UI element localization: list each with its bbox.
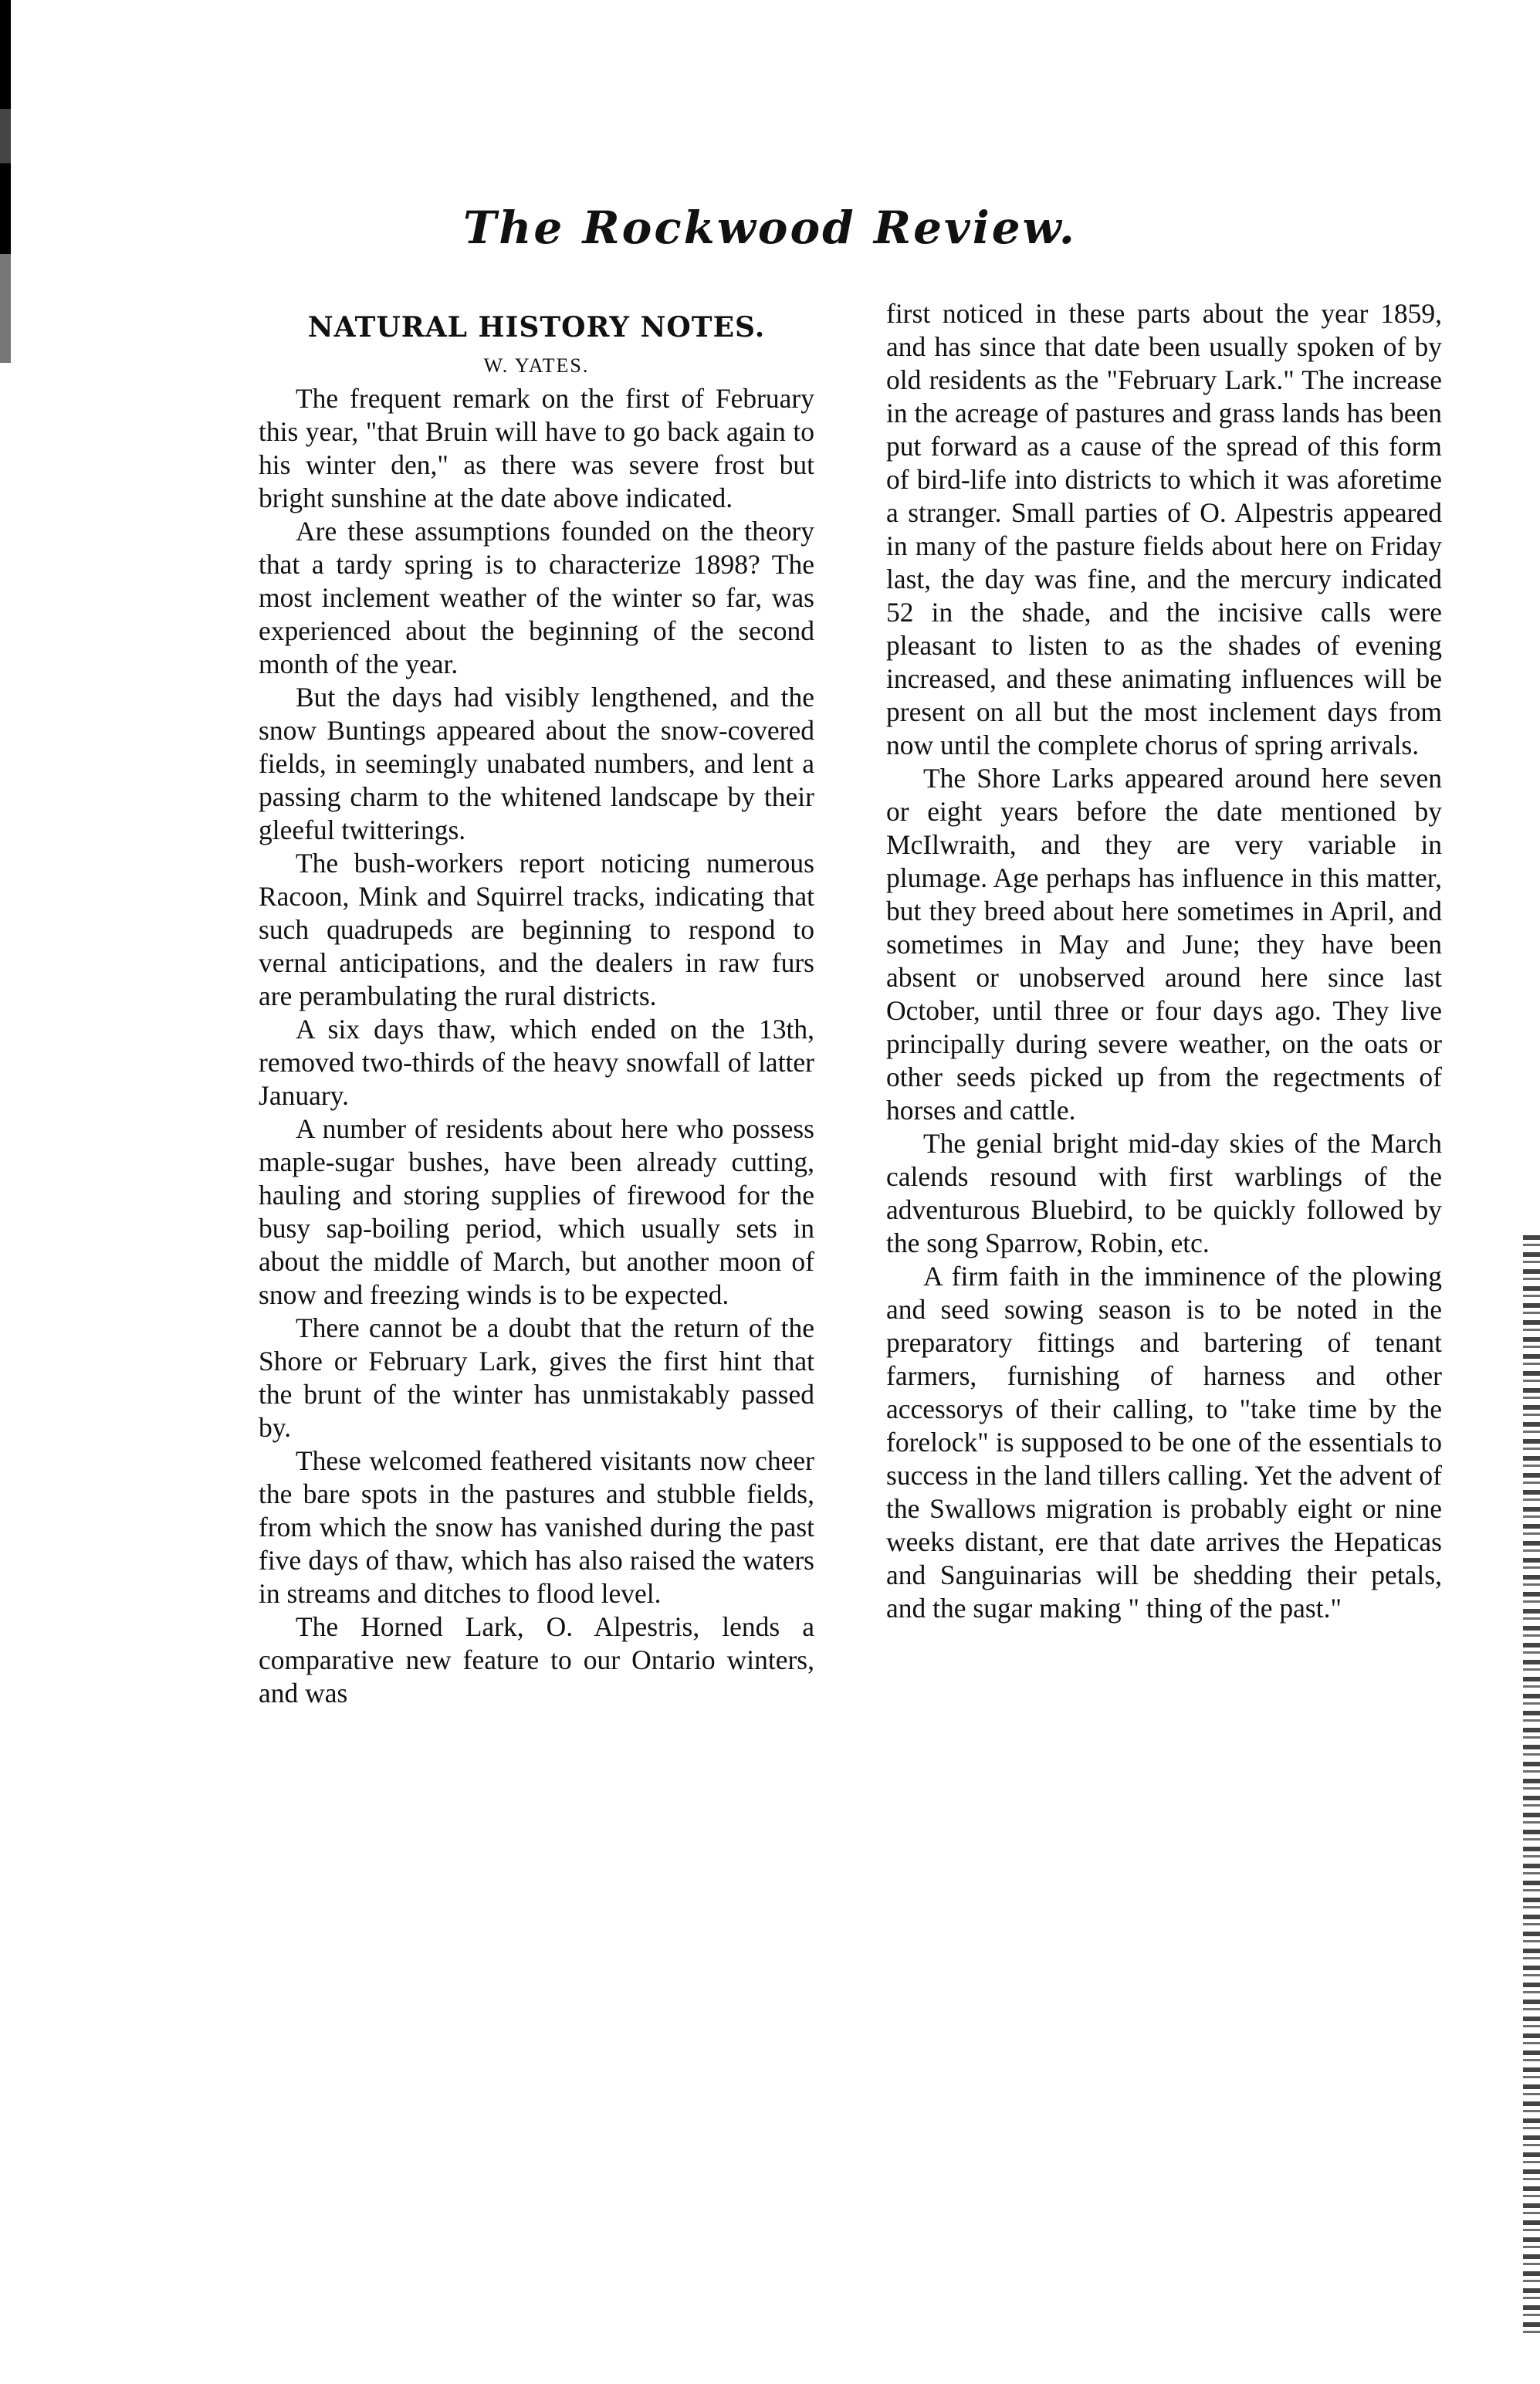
paragraph: The genial bright mid-day skies of the March calends resound with first warblings of the adventurous Bluebird, to be quickly followed by the song Sparrow, Robin, etc. bbox=[886, 1128, 1442, 1258]
paragraph: These welcomed feathered visitants now cheer the bare spots in the pastures and stubble fields, from which the snow has vanished during the past five days of thaw, which has also raised the waters in streams and ditches to flood level. bbox=[259, 1445, 814, 1609]
paragraph: The Horned Lark, O. Alpestris, lends a comparative new feature to our Ontario winters, and was bbox=[259, 1611, 814, 1708]
paragraph: A number of residents about here who possess maple-sugar bushes, have been already cutting, hauling and storing supplies of firewood for the busy sap-boiling period, which usually sets in about the middle of March, but another moon of snow and freezing winds is to be expected. bbox=[259, 1113, 814, 1310]
paragraph: There cannot be a doubt that the return of the Shore or February Lark, gives the first hint that the brunt of the winter has unmistakably passed by. bbox=[259, 1312, 814, 1443]
paragraph: Are these assumptions founded on the theory that a tardy spring is to characterize 1898? The most inclement weather of the winter so far, was experienced about the beginning of the second month of the year. bbox=[259, 516, 814, 679]
paragraph: The bush-workers report noticing numerous Racoon, Mink and Squirrel tracks, indicating that such quadrupeds are beginning to respond to vernal anticipations, and the dealers in raw furs are perambulating the rural districts. bbox=[259, 848, 814, 1011]
paragraph: A six days thaw, which ended on the 13th, removed two-thirds of the heavy snowfall of latter January. bbox=[259, 1014, 814, 1111]
paragraph: The Shore Larks appeared around here seven or eight years before the date mentioned by McIlwraith, and they are very variable in plumage. Age perhaps has influence in this matter, but they breed about here sometimes in April, and sometimes in May and June; they have been absent or unobserved around here since last October, until three or four days ago. They live principally during severe weather, on the oats or other seeds picked up from the regectments of horses and cattle. bbox=[886, 763, 1442, 1126]
paragraph-continued: first noticed in these parts about the year 1859, and has since that date been usually spoken of by old residents as the "February Lark." The increase in the acreage of pastures and grass lands has been put forward as a cause of the spread of this form of bird-life into districts to which it was aforetime a stranger. Small parties of O. Alpestris appeared in many of the pasture fields about here on Friday last, the day was fine, and the mercury indicated 52 in the shade, and the incisive calls were pleasant to listen to as the shades of evening increased, and these animating influences will be present on all but the most inclement days from now until the complete chorus of spring arrivals. bbox=[886, 298, 1442, 760]
paragraph: But the days had visibly lengthened, and the snow Buntings appeared about the snow-covered fields, in seemingly unabated numbers, and lent a passing charm to the whitened landscape by their gleeful twitterings. bbox=[259, 682, 814, 845]
scan-edge-mark-right bbox=[1523, 1235, 1540, 2339]
right-column bbox=[886, 297, 1442, 1625]
masthead: The Rockwood Review. bbox=[463, 201, 1077, 254]
paragraph: A firm faith in the imminence of the plowing and seed sowing season is to be noted in the preparatory fittings and bartering of tenant farmers, furnishing of harness and other accessorys of their calling, to "take time by the forelock" is supposed to be one of the essentials to success in the land tillers calling. Yet the advent of the Swallows migration is probably eight or nine weeks distant, ere that date arrives the Hepaticas and Sanguinarias will be shedding their petals, and the sugar making " thing of the past." bbox=[886, 1261, 1442, 1624]
byline: W. YATES. bbox=[483, 354, 590, 377]
paragraph: The frequent remark on the first of February this year, "that Bruin will have to go back again to his winter den," as there was severe frost but bright sunshine at the date above indicated. bbox=[259, 383, 814, 513]
article-title: NATURAL HISTORY NOTES. bbox=[307, 311, 766, 344]
scan-edge-mark-left bbox=[0, 0, 11, 363]
left-column bbox=[259, 297, 814, 1710]
